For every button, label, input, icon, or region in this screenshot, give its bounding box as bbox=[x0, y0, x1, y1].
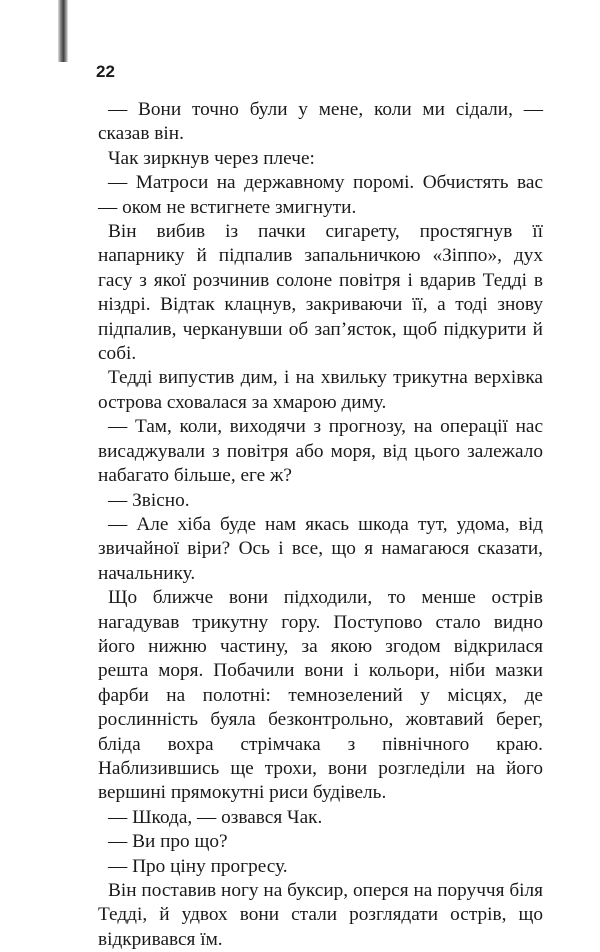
book-spine-edge bbox=[58, 0, 68, 62]
paragraph-7: — Звісно. bbox=[108, 489, 190, 511]
paragraph-8: — Але хіба буде нам якась шкода тут, удома, від звичайної віри? Ось і все, що я намагаюся сказати, начальнику. bbox=[98, 513, 543, 584]
paragraph-10: — Шкода, — озвався Чак. bbox=[108, 806, 323, 828]
page-number: 22 bbox=[96, 62, 115, 81]
body-text bbox=[98, 98, 543, 952]
paragraph-9: Що ближче вони підходили, то менше острів нагадував трикутну гору. Поступово стало видно його нижню частину, за якою згодом відкрилася решта моря. Побачили вони і кольори, ніби мазки фарби на полотні: темнозелений у місцях, де рослинність буяла безконтрольно, жовтавий берег, бліда вохра стрімчака з північного краю. Наблизившись ще трохи, вони розгледіли на його вершині прямокутні риси будівель. bbox=[98, 587, 543, 804]
paragraph-13: Він поставив ногу на буксир, оперся на поруччя біля Тедді, й удвох вони стали розглядати острів, що відкривався їм. bbox=[98, 880, 543, 950]
paragraph-5: Тедді випустив дим, і на хвильку трикутна верхівка острова сховалася за хмарою диму. bbox=[98, 367, 543, 413]
paragraph-12: — Про ціну прогресу. bbox=[108, 855, 288, 877]
paragraph-3: — Матроси на державному поромі. Обчистять вас — оком не встигнете змигнути. bbox=[98, 172, 543, 218]
paragraph-6: — Там, коли, виходячи з прогнозу, на операції нас висаджували з повітря або моря, від цього залежало набагато більше, еге ж? bbox=[98, 416, 543, 487]
paragraph-1: — Вони точно були у мене, коли ми сідали, — сказав він. bbox=[98, 99, 543, 145]
paragraph-11: — Ви про що? bbox=[108, 831, 228, 853]
paragraph-2: Чак зиркнув через плече: bbox=[108, 147, 315, 169]
paragraph-4: Він вибив із пачки сигарету, простягнув її напарнику й підпалив запальничкою «Зіппо», дух гасу з якої розчинив солоне повітря і вдарив Тедді в ніздрі. Відтак клацнув, закриваючи її, а тоді знову підпалив, черканувши об зап’ясток, щоб підкурити й собі. bbox=[98, 221, 543, 365]
